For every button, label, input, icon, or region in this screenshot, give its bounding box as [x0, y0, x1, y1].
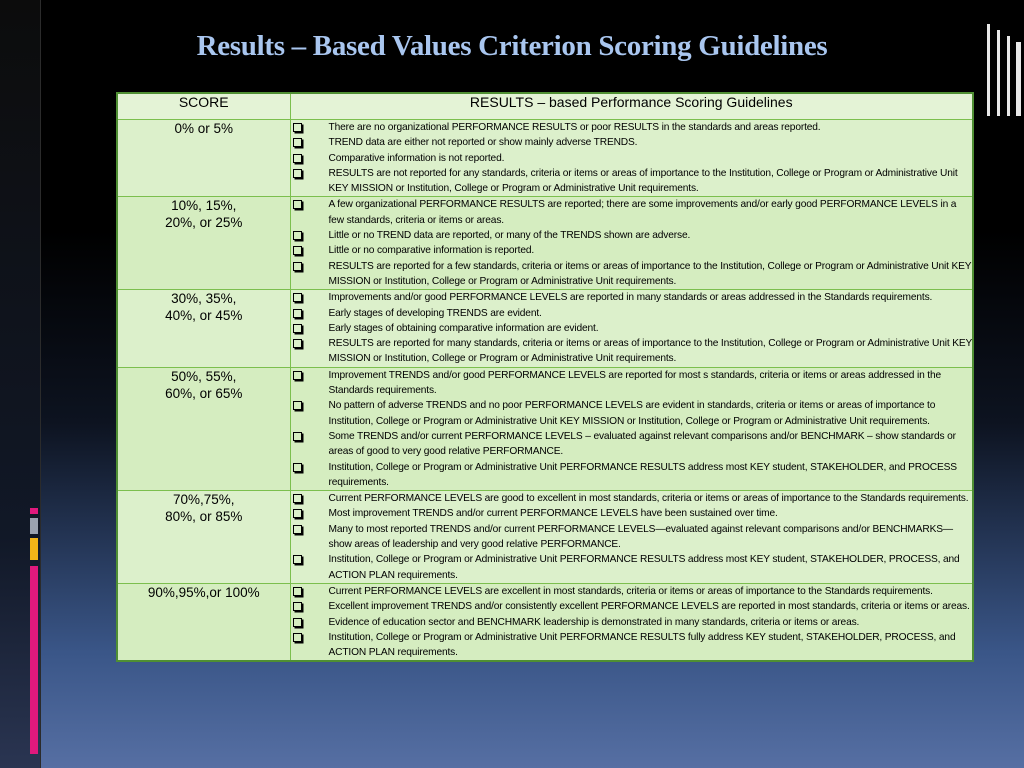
score-line: 70%,75%,	[172, 492, 235, 508]
criteria-text: Many to most reported TRENDS and/or current PERFORMANCE LEVELS—evaluated against relevant comparisons and/or BENCHMARKS—show areas of leadership and very good relative PERFORMANCE.	[328, 523, 953, 551]
criteria-item	[291, 306, 973, 321]
criteria-item	[291, 290, 973, 305]
criteria-cell	[290, 367, 973, 490]
criteria-item	[291, 336, 973, 367]
table-row	[117, 583, 973, 661]
checkbox-bullet-icon	[293, 293, 302, 302]
score-line: 40%, or 45%	[165, 308, 243, 324]
criteria-list	[291, 368, 973, 490]
criteria-text: Excellent improvement TRENDS and/or consistently excellent PERFORMANCE LEVELS are reported in most standards, criteria or items or areas.	[328, 601, 970, 613]
criteria-item	[291, 151, 973, 166]
checkbox-bullet-icon	[293, 123, 302, 132]
criteria-text: Early stages of developing TRENDS are evident.	[328, 307, 542, 319]
checkbox-bullet-icon	[293, 633, 302, 642]
criteria-item	[291, 259, 973, 290]
checkbox-bullet-icon	[293, 154, 302, 163]
checkbox-bullet-icon	[293, 432, 302, 441]
table-row	[117, 290, 973, 367]
criteria-text: A few organizational PERFORMANCE RESULTS are reported; there are some improvements and/or early good PERFORMANCE LEVELS in a few standards, criteria or items or areas.	[328, 199, 957, 226]
table-row	[117, 367, 973, 490]
criteria-list	[291, 120, 973, 196]
criteria-item	[291, 197, 973, 228]
criteria-text: No pattern of adverse TRENDS and no poor PERFORMANCE LEVELS are evident in standards, criteria or items or areas of importance to Institution, College or Program or Administrative Unit KEY MISSION or Institution, College or Program or Administrative Unit requirements.	[328, 400, 936, 427]
criteria-item	[291, 615, 973, 630]
criteria-item	[291, 166, 973, 197]
criteria-item	[291, 630, 973, 661]
slide-title: Results – Based Values Criterion Scoring Guidelines	[196, 30, 828, 62]
score-line: 10%, 15%,	[171, 198, 237, 214]
criteria-column-header: RESULTS – based Performance Scoring Guidelines	[290, 93, 973, 120]
criteria-text: Little or no TREND data are reported, or many of the TRENDS shown are adverse.	[328, 230, 691, 242]
criteria-text: Evidence of education sector and BENCHMARK leadership is demonstrated in many standards, criteria or items or areas.	[328, 616, 860, 628]
score-column-header: SCORE	[117, 93, 290, 120]
criteria-item	[291, 228, 973, 243]
criteria-item	[291, 321, 973, 336]
criteria-cell	[290, 491, 973, 584]
checkbox-bullet-icon	[293, 371, 302, 380]
papers-stack-icon	[985, 20, 1021, 120]
accent-bar-pink-small	[30, 508, 38, 514]
criteria-text: RESULTS are reported for a few standards, criteria or items or areas of importance to the Institution, College or Program or Administrative Unit KEY MISSION or Institution, College or Program or Administrative Unit requirements.	[328, 260, 972, 287]
checkbox-bullet-icon	[293, 494, 302, 503]
table-header-row	[117, 93, 973, 120]
criteria-list	[291, 491, 973, 583]
criteria-text: There are no organizational PERFORMANCE RESULTS or poor RESULTS in the standards and areas reported.	[328, 122, 821, 133]
table-row	[117, 197, 973, 290]
criteria-text: Institution, College or Program or Administrative Unit PERFORMANCE RESULTS fully address KEY student, STAKEHOLDER, PROCESS, and ACTION PLAN requirements.	[328, 631, 956, 659]
criteria-item	[291, 243, 973, 258]
criteria-cell	[290, 583, 973, 661]
checkbox-bullet-icon	[293, 200, 302, 209]
table-row	[117, 491, 973, 584]
criteria-item	[291, 599, 973, 614]
checkbox-bullet-icon	[293, 309, 302, 318]
score-cell	[117, 290, 290, 367]
checkbox-bullet-icon	[293, 169, 302, 178]
score-cell	[117, 120, 290, 197]
score-line: 20%, or 25%	[165, 215, 243, 231]
checkbox-bullet-icon	[293, 246, 302, 255]
criteria-text: Comparative information is not reported.	[328, 152, 505, 164]
score-cell	[117, 367, 290, 490]
checkbox-bullet-icon	[293, 463, 302, 472]
checkbox-bullet-icon	[293, 401, 302, 410]
criteria-item	[291, 552, 973, 583]
criteria-text: RESULTS are not reported for any standards, criteria or items or areas of importance to the Institution, College or Program or Administrative Unit KEY MISSION or Institution, College or Program or Administrative Unit requirements.	[328, 167, 958, 195]
checkbox-bullet-icon	[293, 602, 302, 611]
checkbox-bullet-icon	[293, 509, 302, 518]
score-cell	[117, 491, 290, 584]
checkbox-bullet-icon	[293, 587, 302, 596]
score-line: 90%,95%,or 100%	[147, 584, 260, 600]
criteria-item	[291, 522, 973, 553]
score-cell	[117, 197, 290, 290]
criteria-text: Institution, College or Program or Administrative Unit PERFORMANCE RESULTS address most KEY student, STAKEHOLDER, PROCESS, and ACTION PLAN requirements.	[328, 554, 960, 581]
criteria-text: Some TRENDS and/or current PERFORMANCE LEVELS – evaluated against relevant comparisons and/or BENCHMARK – show standards or areas of good to very good relative PERFORMANCE.	[328, 430, 956, 458]
criteria-item	[291, 506, 973, 521]
score-line: 80%, or 85%	[165, 509, 243, 525]
criteria-text: TREND data are either not reported or show mainly adverse TRENDS.	[328, 137, 638, 149]
criteria-list	[291, 290, 973, 366]
checkbox-bullet-icon	[293, 324, 302, 333]
criteria-item	[291, 429, 973, 460]
criteria-list	[291, 584, 973, 660]
criteria-text: RESULTS are reported for many standards, criteria or items or areas of importance to the Institution, College or Program or Administrative Unit KEY MISSION or Institution, College or Program or Administrative Unit requirements.	[328, 338, 972, 365]
score-line: 0% or 5%	[174, 121, 234, 136]
criteria-item	[291, 460, 973, 491]
criteria-cell	[290, 120, 973, 197]
criteria-item	[291, 120, 973, 135]
left-divider	[40, 0, 41, 768]
criteria-item	[291, 368, 973, 399]
criteria-text: Most improvement TRENDS and/or current PERFORMANCE LEVELS have been sustained over time.	[328, 508, 778, 520]
table-row	[117, 120, 973, 197]
criteria-item	[291, 398, 973, 429]
checkbox-bullet-icon	[293, 618, 302, 627]
checkbox-bullet-icon	[293, 231, 302, 240]
checkbox-bullet-icon	[293, 339, 302, 348]
criteria-text: Current PERFORMANCE LEVELS are good to excellent in most standards, criteria or items or areas of importance to the Standards requirements.	[328, 493, 969, 505]
checkbox-bullet-icon	[293, 262, 302, 271]
criteria-text: Little or no comparative information is reported.	[328, 245, 535, 257]
criteria-text: Institution, College or Program or Administrative Unit PERFORMANCE RESULTS address most KEY student, STAKEHOLDER, and PROCESS requirements.	[328, 461, 957, 488]
criteria-text: Improvements and/or good PERFORMANCE LEVELS are reported in many standards or areas addressed in the Standards requirements.	[328, 292, 933, 304]
criteria-list	[291, 197, 973, 289]
criteria-text: Current PERFORMANCE LEVELS are excellent in most standards, criteria or items or areas of importance to the Standards requirements.	[328, 585, 933, 597]
checkbox-bullet-icon	[293, 138, 302, 147]
criteria-text: Early stages of obtaining comparative information are evident.	[328, 322, 599, 334]
accent-bar-gray	[30, 518, 38, 534]
criteria-item	[291, 135, 973, 150]
criteria-cell	[290, 197, 973, 290]
criteria-item	[291, 584, 973, 599]
criteria-cell	[290, 290, 973, 367]
criteria-item	[291, 491, 973, 506]
scoring-guidelines-table	[116, 92, 974, 662]
criteria-text: Improvement TRENDS and/or good PERFORMANCE LEVELS are reported for most s standards, criteria or items or areas addressed in the Standards requirements.	[328, 369, 942, 397]
score-cell	[117, 583, 290, 661]
accent-bar-pink	[30, 566, 38, 754]
score-line: 50%, 55%,	[171, 368, 237, 384]
checkbox-bullet-icon	[293, 555, 302, 564]
score-line: 30%, 35%,	[171, 291, 237, 307]
accent-bar-yellow	[30, 538, 38, 560]
checkbox-bullet-icon	[293, 525, 302, 534]
score-line: 60%, or 65%	[165, 385, 243, 401]
